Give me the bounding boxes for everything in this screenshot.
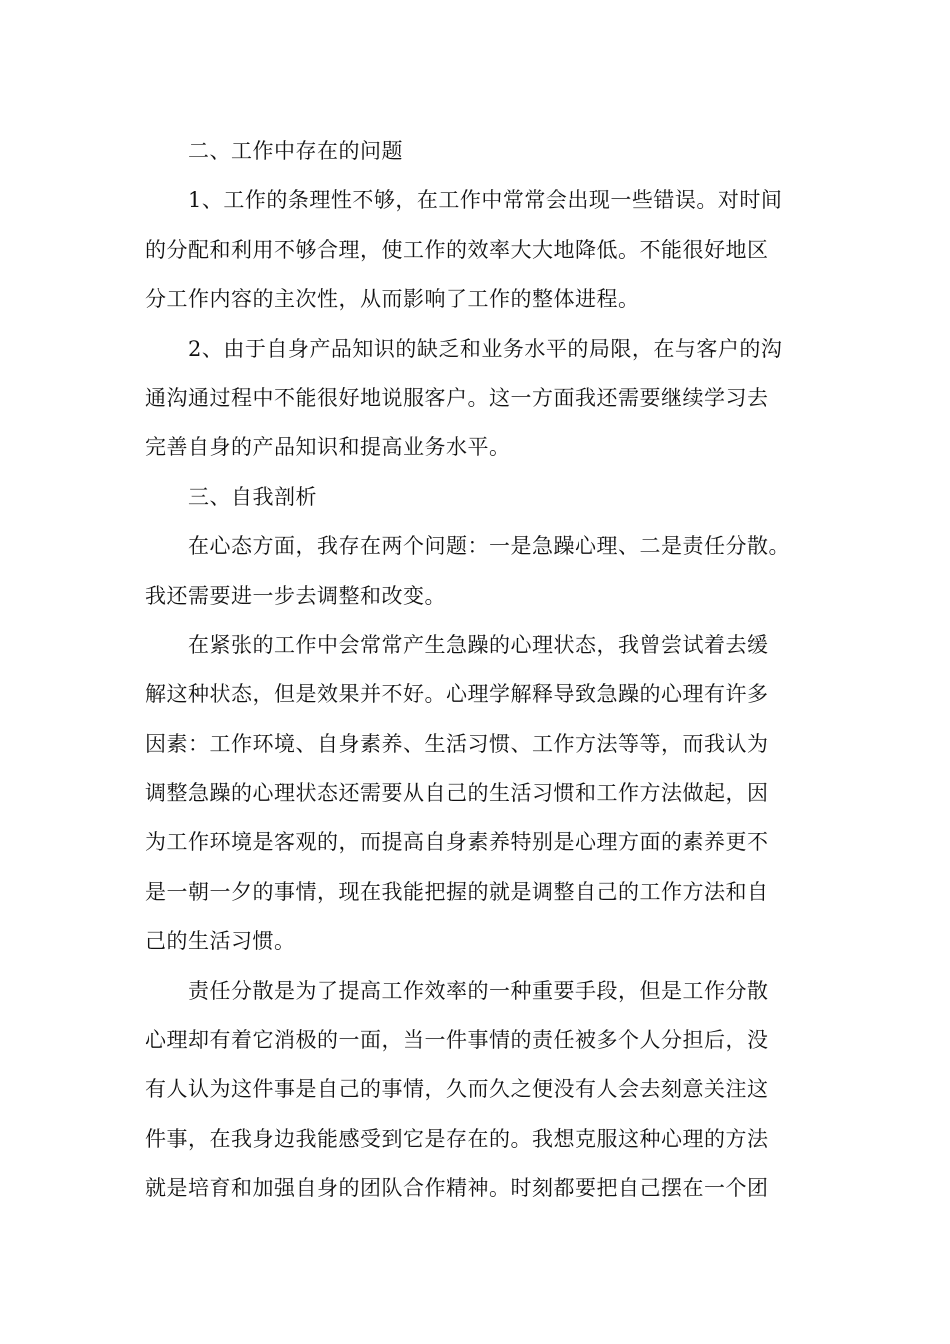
paragraph-line: 2、由于自身产品知识的缺乏和业务水平的局限，在与客户的沟 xyxy=(188,336,783,361)
paragraph-line: 件事，在我身边我能感受到它是存在的。我想克服这种心理的方法 xyxy=(145,1126,769,1151)
paragraph-line: 1、工作的条理性不够，在工作中常常会出现一些错误。对时间 xyxy=(188,188,783,213)
paragraph-line: 就是培育和加强自身的团队合作精神。时刻都要把自己摆在一个团 xyxy=(145,1176,769,1201)
paragraph-line: 责任分散是为了提高工作效率的一种重要手段，但是工作分散 xyxy=(188,978,769,1003)
paragraph-line: 分工作内容的主次性，从而影响了工作的整体进程。 xyxy=(145,287,640,312)
paragraph-line: 通沟通过程中不能很好地说服客户。这一方面我还需要继续学习去 xyxy=(145,385,769,410)
paragraph-line: 调整急躁的心理状态还需要从自己的生活习惯和工作方法做起，因 xyxy=(145,781,769,806)
paragraph-line: 完善自身的产品知识和提高业务水平。 xyxy=(145,435,511,460)
paragraph-line: 的分配和利用不够合理，使工作的效率大大地降低。不能很好地区 xyxy=(145,237,769,262)
paragraph-line: 在心态方面，我存在两个问题：一是急躁心理、二是责任分散。 xyxy=(188,534,790,559)
paragraph-line: 解这种状态，但是效果并不好。心理学解释导致急躁的心理有许多 xyxy=(145,682,769,707)
section-heading-self-analysis: 三、自我剖析 xyxy=(188,484,317,509)
paragraph-line: 心理却有着它消极的一面，当一件事情的责任被多个人分担后，没 xyxy=(145,1028,769,1053)
paragraph-line: 为工作环境是客观的，而提高自身素养特别是心理方面的素养更不 xyxy=(145,830,769,855)
paragraph-line: 因素：工作环境、自身素养、生活习惯、工作方法等等，而我认为 xyxy=(145,731,769,756)
paragraph-line: 我还需要进一步去调整和改变。 xyxy=(145,583,446,608)
paragraph-line: 在紧张的工作中会常常产生急躁的心理状态，我曾尝试着去缓 xyxy=(188,632,769,657)
section-heading-problems: 二、工作中存在的问题 xyxy=(188,139,403,163)
paragraph-line: 是一朝一夕的事情，现在我能把握的就是调整自己的工作方法和自 xyxy=(145,879,769,904)
paragraph-line: 己的生活习惯。 xyxy=(145,929,296,954)
document-body xyxy=(145,127,825,1214)
paragraph-line: 有人认为这件事是自己的事情，久而久之便没有人会去刻意关注这 xyxy=(145,1077,769,1102)
